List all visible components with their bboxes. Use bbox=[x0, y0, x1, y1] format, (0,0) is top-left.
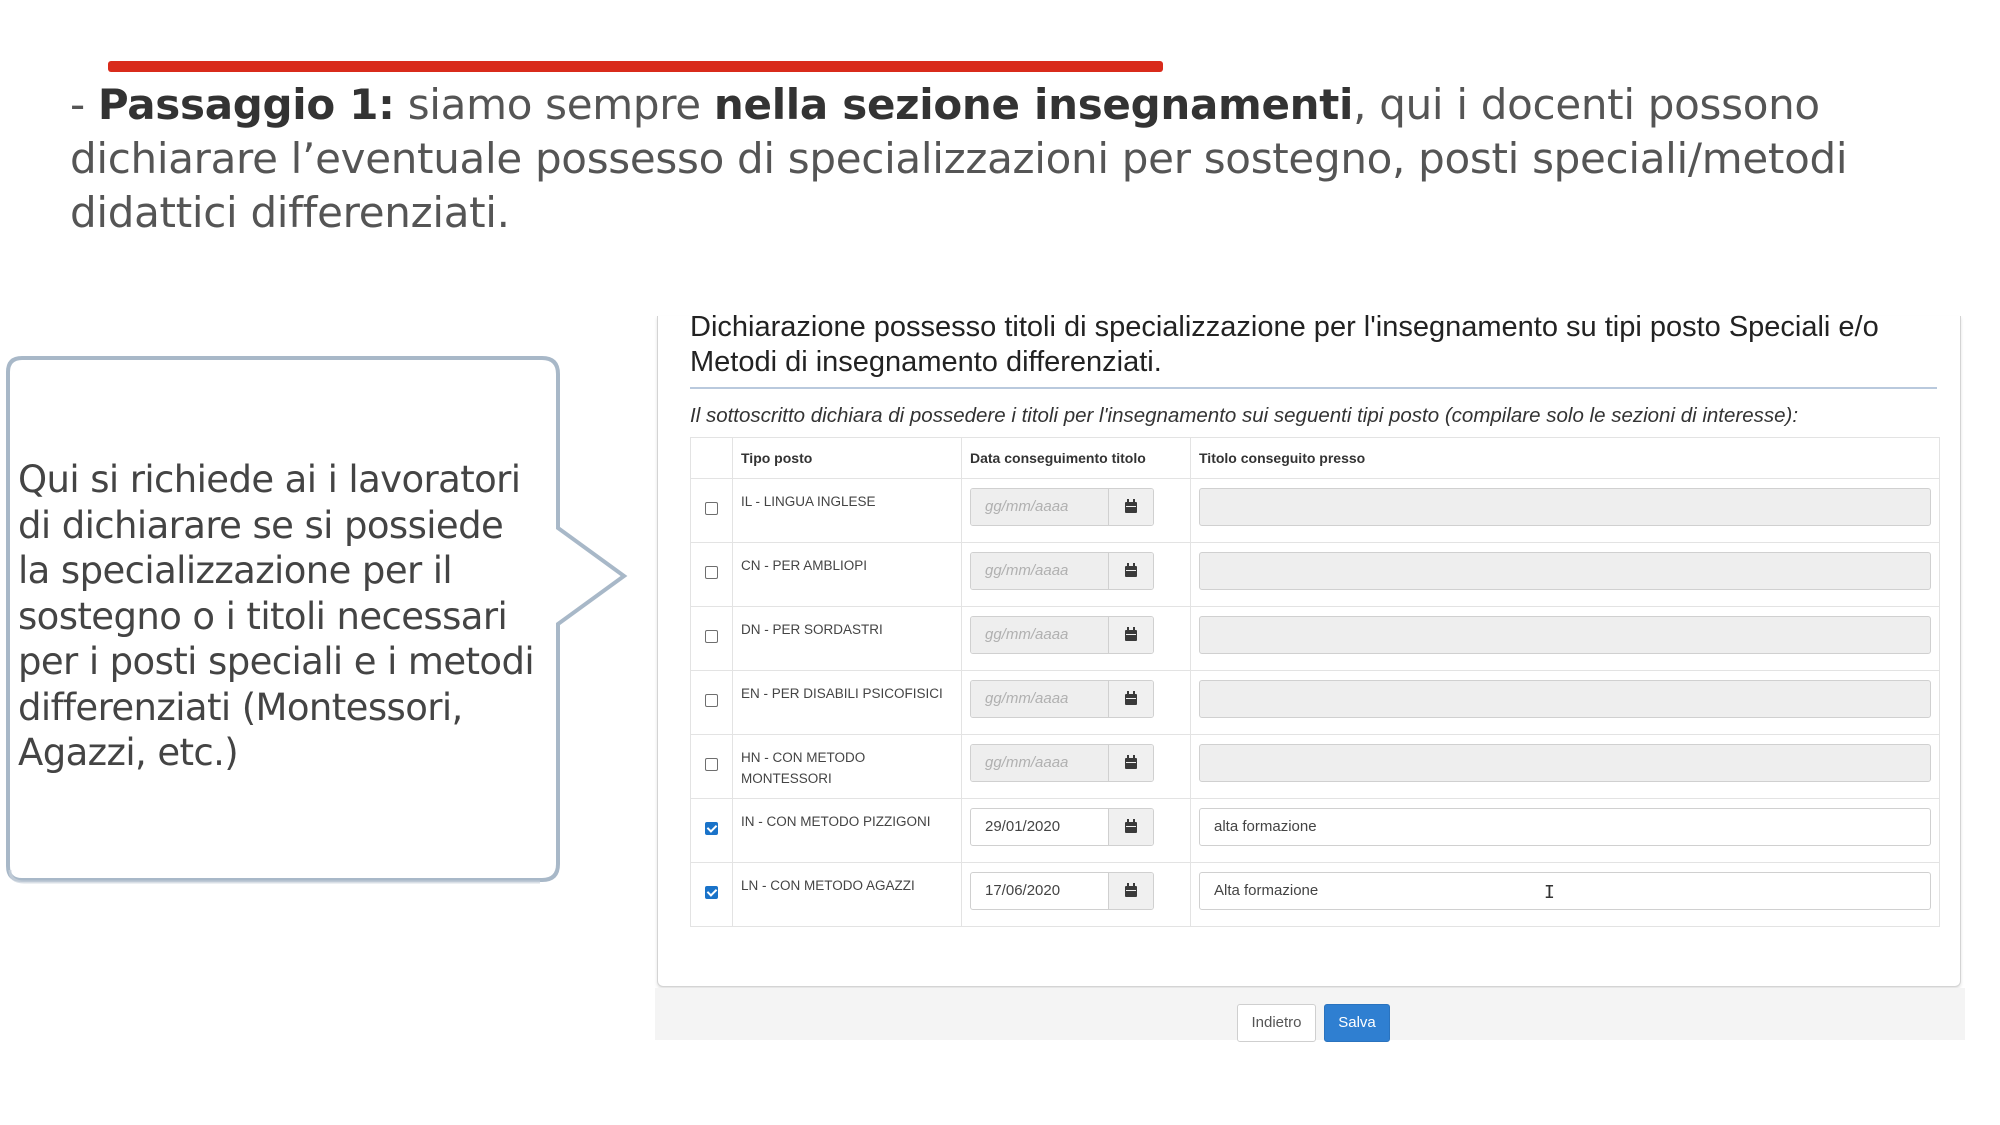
table-row bbox=[691, 543, 1940, 607]
date-field[interactable] bbox=[970, 488, 1154, 526]
col-select bbox=[691, 438, 733, 479]
row-checkbox[interactable] bbox=[705, 694, 718, 707]
presso-field[interactable] bbox=[1199, 744, 1931, 782]
calendar-icon bbox=[1125, 694, 1137, 705]
form-intro: Il sottoscritto dichiara di possedere i titoli per l'insegnamento sui seguenti tipi posto (compilare solo le sezioni di interesse): bbox=[690, 404, 1799, 427]
row-checkbox-checked[interactable] bbox=[705, 886, 718, 899]
calendar-button[interactable] bbox=[1108, 873, 1153, 909]
calendar-button[interactable] bbox=[1108, 681, 1153, 717]
form-card bbox=[657, 311, 1961, 987]
heading-part2: , qui i docenti possono dichiarare l’eventuale possesso di specializzazioni per sostegno, posti speciali/metodi didattici differenziati. bbox=[70, 80, 1848, 237]
form-title: Dichiarazione possesso titoli di specializzazione per l'insegnamento su tipi posto Speciali e/o Metodi di insegnamento differenziati. bbox=[690, 311, 1879, 378]
date-field[interactable] bbox=[970, 616, 1154, 654]
presso-field[interactable] bbox=[1199, 488, 1931, 526]
accent-bar bbox=[108, 61, 1163, 72]
date-value: gg/mm/aaaa bbox=[971, 489, 1108, 525]
tipo-posto: CN - PER AMBLIOPI bbox=[741, 558, 868, 573]
calendar-button[interactable] bbox=[1108, 489, 1153, 525]
calendar-icon bbox=[1125, 630, 1137, 641]
calendar-icon bbox=[1125, 822, 1137, 833]
heading-part1: siamo sempre bbox=[394, 80, 714, 129]
date-field[interactable] bbox=[970, 680, 1154, 718]
tipo-posto: IN - CON METODO PIZZIGONI bbox=[741, 814, 931, 829]
form-screenshot bbox=[655, 311, 1965, 1040]
table-row bbox=[691, 735, 1940, 799]
calendar-icon bbox=[1125, 566, 1137, 577]
row-checkbox[interactable] bbox=[705, 502, 718, 515]
presso-field[interactable] bbox=[1199, 552, 1931, 590]
date-field[interactable] bbox=[970, 872, 1154, 910]
table-row bbox=[691, 671, 1940, 735]
date-field[interactable] bbox=[970, 744, 1154, 782]
date-value: gg/mm/aaaa bbox=[971, 745, 1108, 781]
col-tipo-posto: Tipo posto bbox=[733, 438, 962, 479]
date-value: gg/mm/aaaa bbox=[971, 681, 1108, 717]
heading-step: Passaggio 1: bbox=[97, 80, 395, 129]
row-checkbox-checked[interactable] bbox=[705, 822, 718, 835]
row-checkbox[interactable] bbox=[705, 630, 718, 643]
tipo-posto: HN - CON METODO MONTESSORI bbox=[741, 750, 866, 786]
calendar-button[interactable] bbox=[1108, 809, 1153, 845]
title-divider bbox=[690, 387, 1937, 389]
presso-field[interactable] bbox=[1199, 616, 1931, 654]
table-row bbox=[691, 607, 1940, 671]
presso-field[interactable]: Alta formazione bbox=[1199, 872, 1931, 910]
calendar-icon bbox=[1125, 502, 1137, 513]
calendar-button[interactable] bbox=[1108, 553, 1153, 589]
date-value: gg/mm/aaaa bbox=[971, 617, 1108, 653]
date-value: 29/01/2020 bbox=[985, 818, 1061, 835]
presso-field[interactable]: alta formazione bbox=[1199, 808, 1931, 846]
back-button[interactable]: Indietro bbox=[1237, 1004, 1316, 1042]
calendar-button[interactable] bbox=[1108, 617, 1153, 653]
calendar-icon bbox=[1125, 758, 1137, 769]
tipo-posto: EN - PER DISABILI PSICOFISICI bbox=[741, 686, 943, 701]
text-cursor-icon: I bbox=[1544, 882, 1555, 903]
tipo-posto: LN - CON METODO AGAZZI bbox=[741, 878, 915, 893]
row-checkbox[interactable] bbox=[705, 758, 718, 771]
date-value: 17/06/2020 bbox=[985, 882, 1061, 899]
col-presso: Titolo conseguito presso bbox=[1191, 438, 1940, 479]
row-checkbox[interactable] bbox=[705, 566, 718, 579]
calendar-icon bbox=[1125, 886, 1137, 897]
slide-heading bbox=[70, 78, 1950, 240]
table-row bbox=[691, 799, 1940, 863]
tipo-posto: DN - PER SORDASTRI bbox=[741, 622, 883, 637]
presso-field[interactable] bbox=[1199, 680, 1931, 718]
save-button[interactable]: Salva bbox=[1324, 1004, 1390, 1042]
heading-strong: nella sezione insegnamenti bbox=[713, 80, 1354, 129]
col-data: Data conseguimento titolo bbox=[962, 438, 1191, 479]
callout-text: Qui si richiede ai i lavoratori di dichiarare se si possiede la specializzazione per il sostegno o i titoli necessari per i posti speciali e i metodi differenziati (Montessori, Agazzi, etc.) bbox=[18, 458, 535, 774]
tipo-posto: IL - LINGUA INGLESE bbox=[741, 494, 876, 509]
table-row bbox=[691, 479, 1940, 543]
date-field[interactable] bbox=[970, 552, 1154, 590]
heading-dash: - bbox=[70, 80, 98, 129]
table-header bbox=[691, 438, 1940, 479]
date-value: gg/mm/aaaa bbox=[971, 553, 1108, 589]
date-field[interactable] bbox=[970, 808, 1154, 846]
table-row bbox=[691, 863, 1940, 927]
specializzazioni-table bbox=[690, 437, 1940, 927]
calendar-button[interactable] bbox=[1108, 745, 1153, 781]
